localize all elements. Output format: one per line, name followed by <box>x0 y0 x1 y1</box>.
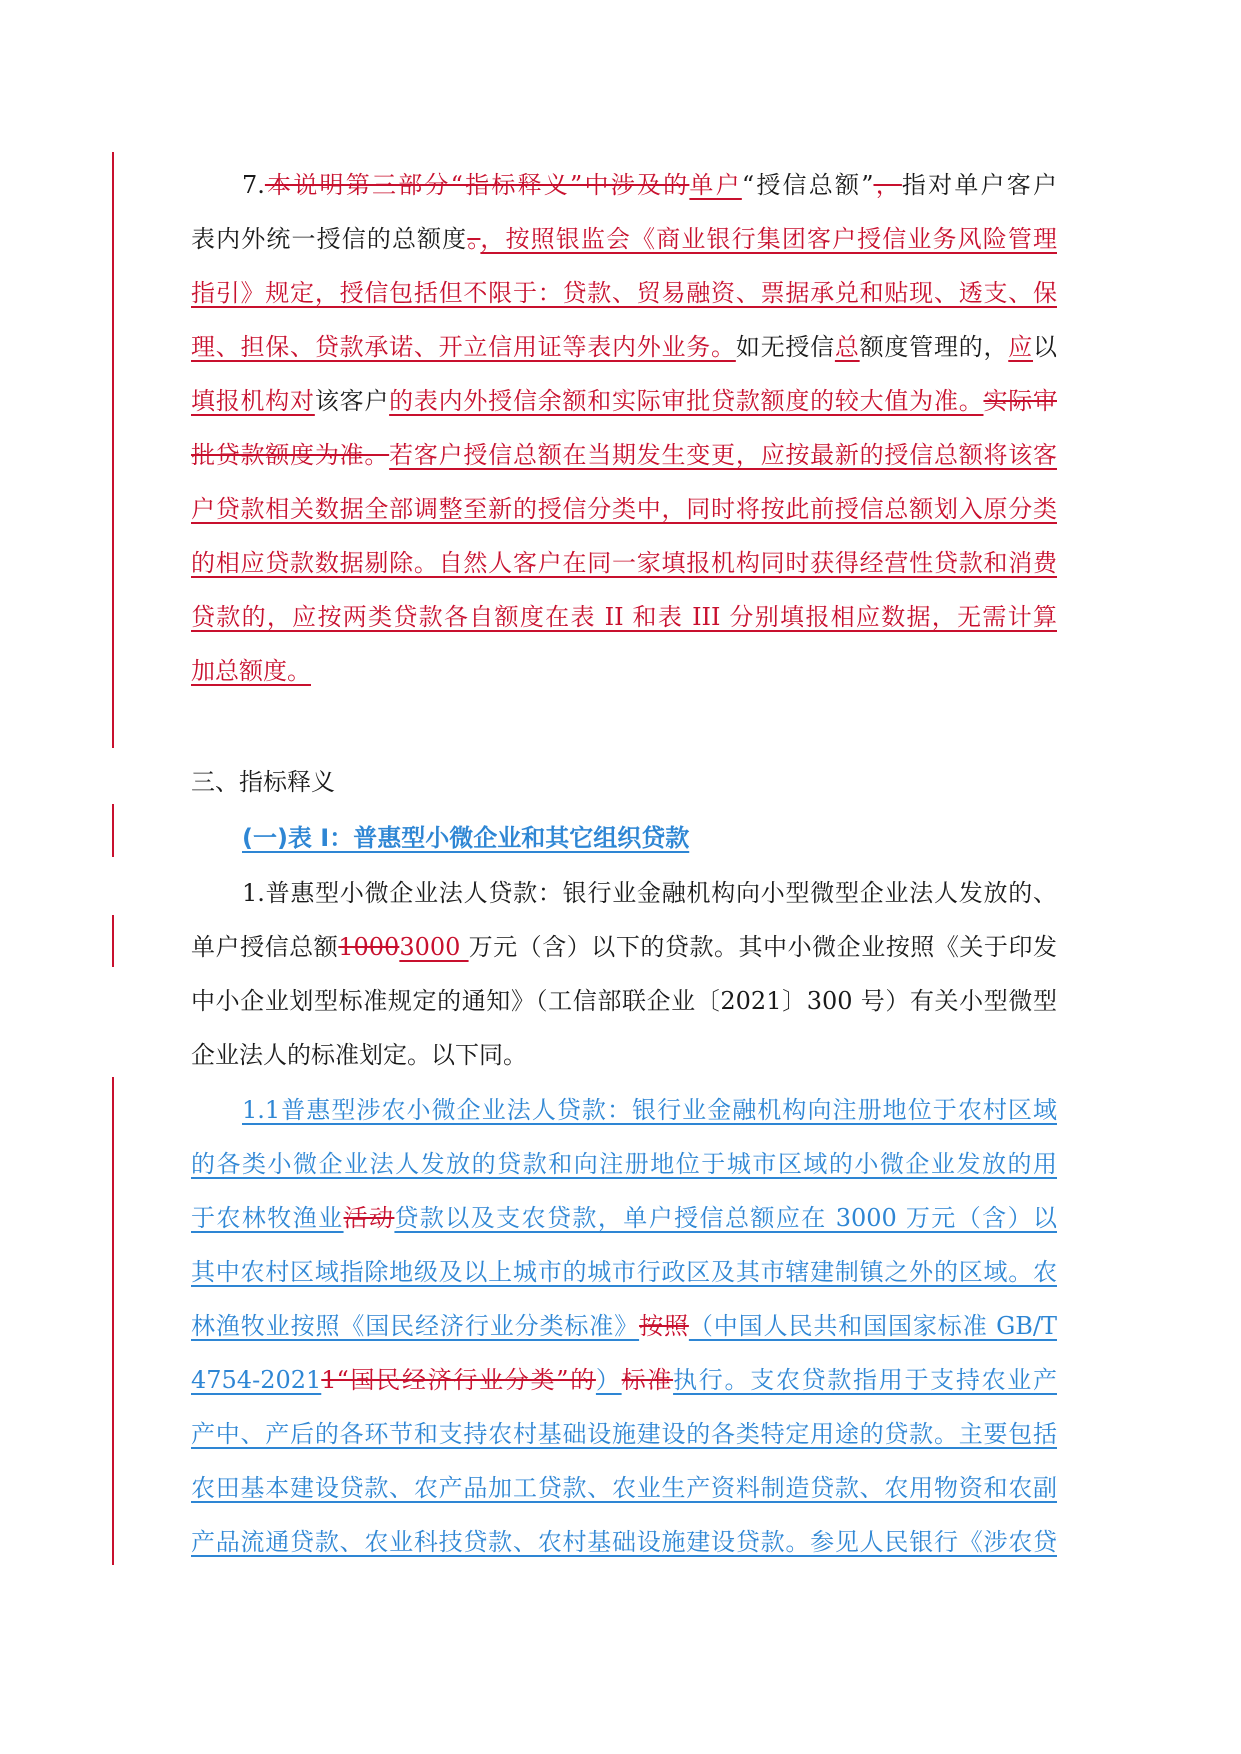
inserted-text-blue: （中国人民共和国国家标准 GB/T <box>688 1312 1057 1340</box>
deleted-text: ， <box>873 171 902 199</box>
deleted-text: 按照 <box>639 1312 689 1340</box>
text-line <box>191 1515 1057 1569</box>
inserted-text: ，按照银监会《商业银行集团客户授信业务风险管理 <box>480 225 1057 253</box>
text-line <box>191 1191 1057 1245</box>
text-line <box>191 1461 1057 1515</box>
text-line <box>191 482 1057 536</box>
body-text: 如无授信 <box>735 333 835 361</box>
text-line <box>191 1028 1057 1082</box>
inserted-text-blue: 农田基本建设贷款、农产品加工贷款、农业生产资料制造贷款、农用物资和农副 <box>191 1474 1057 1502</box>
body-text: 以 <box>1033 333 1057 361</box>
text-line <box>191 212 1057 266</box>
paragraph-item-1 <box>191 866 1057 1082</box>
text-line <box>191 1137 1057 1191</box>
inserted-text: 理、担保、贷款承诺、开立信用证等表内外业务。 <box>191 333 736 361</box>
text-line <box>191 866 1057 920</box>
deleted-text: 1000 <box>338 933 400 961</box>
change-bar <box>112 1077 114 1565</box>
inserted-text-blue: 执行。支农贷款指用于支持农业产 <box>673 1366 1057 1394</box>
subsection-heading: (一)表 I：普惠型小微企业和其它组织贷款 <box>242 824 690 852</box>
body-text: 指对单户客户 <box>901 171 1057 199</box>
inserted-text: 应 <box>1008 333 1034 361</box>
paragraph-item-7 <box>191 158 1057 698</box>
deleted-text: 标准 <box>621 1366 674 1394</box>
change-bar <box>112 915 114 967</box>
inserted-text: 总 <box>834 333 860 361</box>
text-line <box>191 590 1057 644</box>
inserted-text: 贷款的，应按两类贷款各自额度在表 II 和表 III 分别填报相应数据，无需计算 <box>191 603 1057 631</box>
inserted-text: 单户 <box>689 171 742 199</box>
body-text: “授信总额” <box>741 171 874 199</box>
inserted-text: 若客户授信总额在当期发生变更，应按最新的授信总额将该客 <box>389 441 1057 469</box>
inserted-text: 的相应贷款数据剔除。自然人客户在同一家填报机构同时获得经营性贷款和消费 <box>191 549 1057 577</box>
text-line <box>191 974 1057 1028</box>
body-text: 1.普惠型小微企业法人贷款：银行业金融机构向小型微型企业法人发放的、 <box>242 879 1057 907</box>
change-bar <box>112 804 114 857</box>
deleted-text: 1“国民经济行业分类”的 <box>321 1366 596 1394</box>
text-line <box>191 1407 1057 1461</box>
body-text: 单户授信总额 <box>191 933 339 961</box>
inserted-text-blue: ） <box>595 1366 622 1394</box>
text-line <box>191 536 1057 590</box>
inserted-text: 的表内外授信余额和实际审批贷款额度的较大值为准。 <box>389 387 984 415</box>
text-line <box>191 266 1057 320</box>
text-line <box>191 428 1057 482</box>
body-text: 中小企业划型标准规定的通知》（工信部联企业〔2021〕300 号）有关小型微型 <box>191 987 1057 1015</box>
inserted-text-blue: 产中、产后的各环节和支持农村基础设施建设的各类特定用途的贷款。主要包括 <box>191 1420 1057 1448</box>
section-heading: 三、指标释义 <box>191 768 335 796</box>
text-line <box>191 920 1057 974</box>
deleted-text: 本说明第三部分“指标释义”中涉及的 <box>264 171 690 199</box>
inserted-text-blue: 贷款以及支农贷款，单户授信总额应在 3000 万元（含）以 <box>394 1204 1057 1232</box>
text-line <box>191 1083 1057 1137</box>
inserted-text-blue: 的各类小微企业法人发放的贷款和向注册地位于城市区域的小微企业发放的用 <box>191 1150 1057 1178</box>
inserted-text: 3000 <box>399 933 469 961</box>
inserted-text: 户贷款相关数据全部调整至新的授信分类中，同时将按此前授信总额划入原分类 <box>191 495 1057 523</box>
text-line <box>191 1299 1057 1353</box>
inserted-text-blue: 林渔牧业按照《国民经济行业分类标准》 <box>191 1312 640 1340</box>
text-line <box>191 644 1057 698</box>
text-line <box>191 158 1057 212</box>
inserted-text: 加总额度。 <box>191 657 311 685</box>
text-line <box>191 374 1057 428</box>
change-bar <box>112 152 114 748</box>
inserted-text-blue: 于农林牧渔业 <box>191 1204 344 1232</box>
inserted-text-blue: 产品流通贷款、农业科技贷款、农村基础设施建设贷款。参见人民银行《涉农贷 <box>191 1528 1057 1556</box>
inserted-text-blue: 1.1普惠型涉农小微企业法人贷款：银行业金融机构向注册地位于农村区域 <box>242 1096 1057 1124</box>
body-text: 企业法人的标准划定。以下同。 <box>191 1041 527 1069</box>
inserted-text-blue: 其中农村区域指除地级及以上城市的城市行政区及其市辖建制镇之外的区域。农 <box>191 1258 1057 1286</box>
body-text: 表内外统一授信的总额度 <box>191 225 468 253</box>
text-line <box>191 1353 1057 1407</box>
body-text: 额度管理的， <box>859 333 1009 361</box>
body-text: 7. <box>242 171 265 199</box>
paragraph-item-1-1 <box>191 1083 1057 1569</box>
body-text: 该客户 <box>314 387 390 415</box>
deleted-text: 活动 <box>343 1204 395 1232</box>
deleted-text: 。 <box>467 225 481 253</box>
inserted-text: 指引》规定，授信包括但不限于：贷款、贸易融资、票据承兑和贴现、透支、保 <box>191 279 1057 307</box>
inserted-text-blue: 4754-2021 <box>191 1366 322 1394</box>
text-line <box>191 1245 1057 1299</box>
inserted-text: 填报机构对 <box>191 387 315 415</box>
deleted-text: 实际审 <box>983 387 1057 415</box>
body-text: 万元（含）以下的贷款。其中小微企业按照《关于印发 <box>468 933 1057 961</box>
deleted-text: 批贷款额度为准。 <box>191 441 390 469</box>
text-line <box>191 320 1057 374</box>
